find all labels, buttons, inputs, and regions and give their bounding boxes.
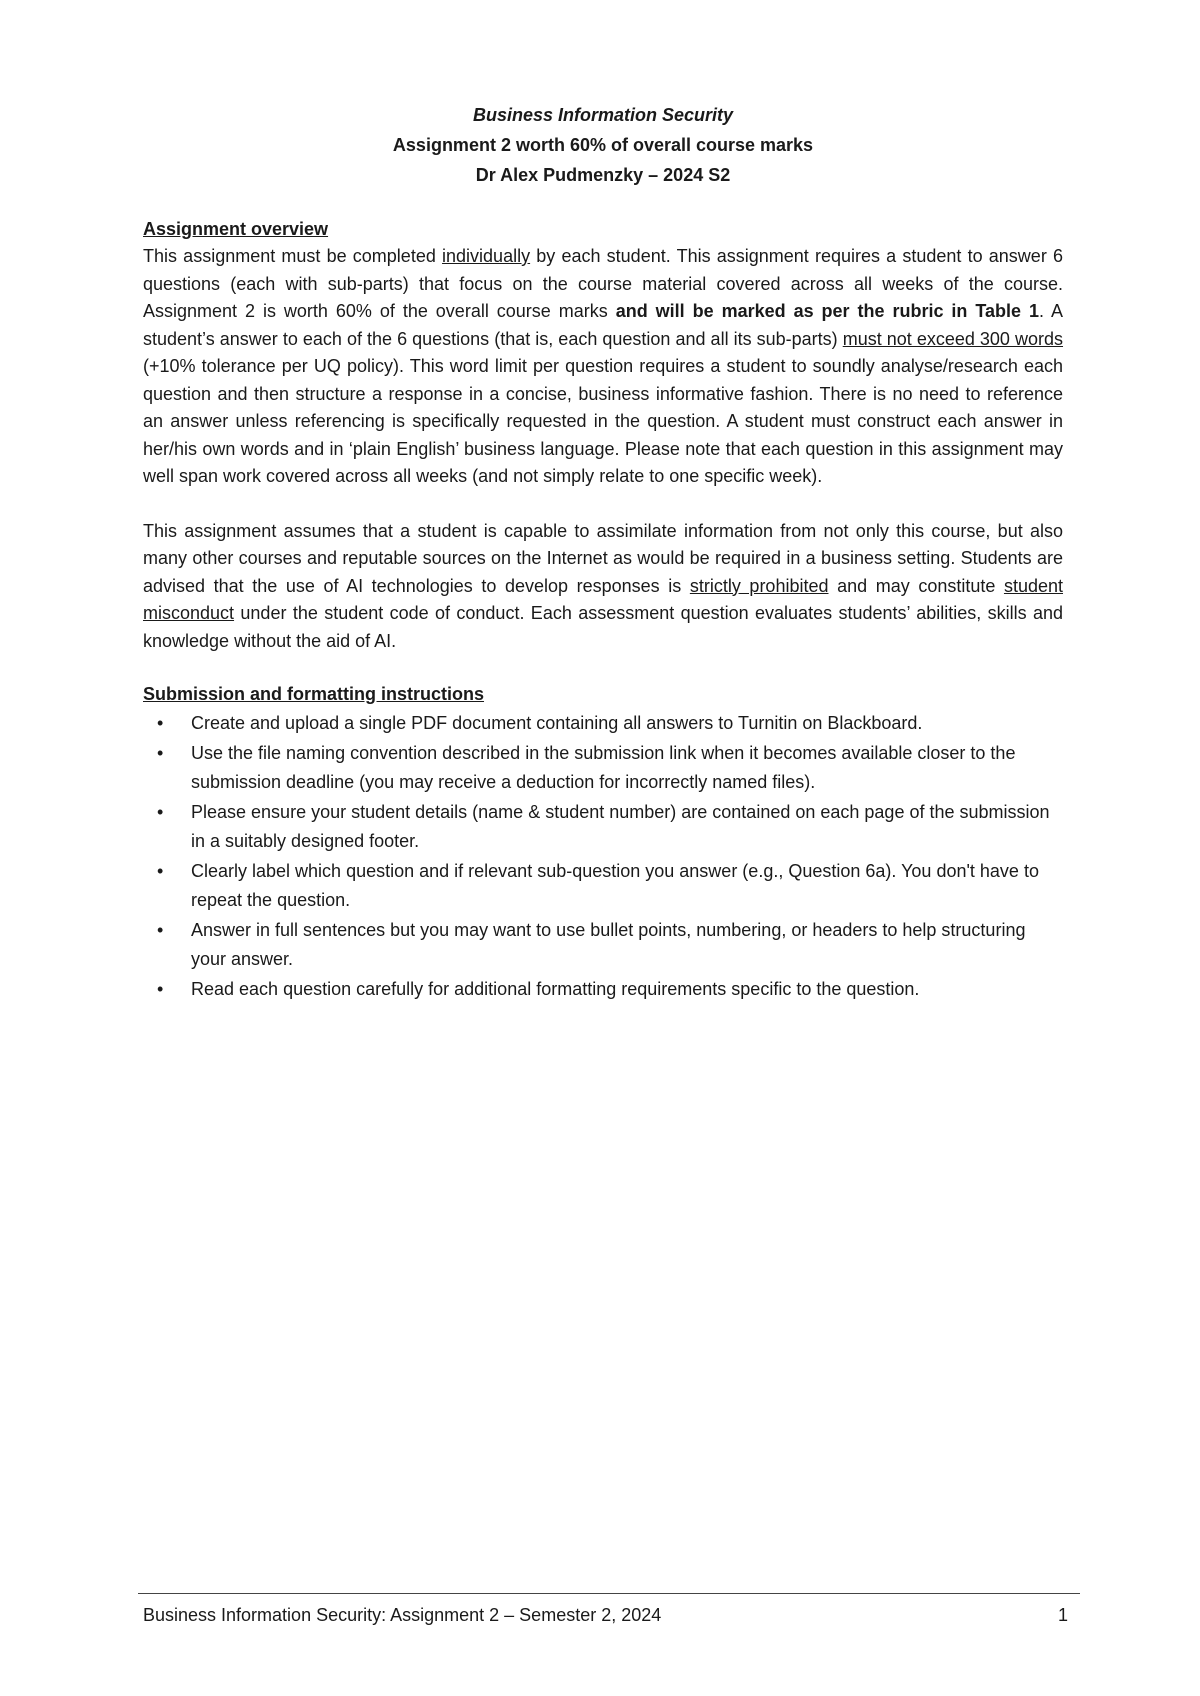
overview-p1-individually: individually: [442, 246, 531, 266]
overview-paragraph-2: [143, 518, 1063, 656]
submission-instructions-heading: Submission and formatting instructions: [143, 684, 485, 704]
list-item-text: Please ensure your student details (name & student number) are contained on each page of the submission in a suitably designed footer.: [191, 802, 1050, 851]
bullet-icon: •: [157, 861, 164, 881]
list-item-text: Clearly label which question and if relevant sub-question you answer (e.g., Question 6a). You don't have to repeat the question.: [191, 861, 1039, 910]
overview-p1-word-limit: must not exceed 300 words: [842, 328, 1064, 349]
bullet-icon: •: [157, 802, 164, 822]
assignment-overview-heading: Assignment overview: [143, 219, 329, 239]
list-item: [143, 739, 1063, 797]
footer-divider: [138, 1593, 1080, 1594]
overview-p1-text-a: This assignment must be completed: [143, 246, 443, 266]
page-number: 1: [1057, 1605, 1068, 1625]
overview-p2-text-b: and may constitute: [828, 575, 1004, 596]
bullet-icon: •: [157, 920, 164, 940]
bullet-icon: •: [157, 743, 164, 763]
list-item-text: Answer in full sentences but you may want to use bullet points, numbering, or headers to help structuring your answer.: [191, 920, 1026, 969]
course-title: Business Information Security: [472, 105, 734, 125]
overview-p1-text-d: (+10% tolerance per UQ policy). This word limit per question requires a student to soundly analyse/research each question and then structure a response in a concise, business informative fashion. There is no need to reference an answer unless referencing is specifically requested in the question. A student must construct each answer in her/his own words and in ‘plain English’ business language. Please note that each question in this assignment may well span work covered across all weeks (and not simply relate to one specific week).: [143, 356, 1063, 486]
list-item: [143, 975, 1063, 1004]
list-item: [143, 709, 1063, 738]
author-line: Dr Alex Pudmenzky – 2024 S2: [475, 165, 731, 185]
overview-p1-rubric-note: and will be marked as per the rubric in Table 1: [615, 301, 1040, 321]
overview-p2-text-a: This assignment assumes that a student is capable to assimilate information from not only this course, but also many other courses and reputable sources on the Internet as would be required in a business setting. Students are advised that the use of AI technologies to develop responses is: [143, 520, 1063, 596]
overview-p2-strictly-prohibited: strictly prohibited: [689, 575, 829, 596]
list-item-text: Create and upload a single PDF document containing all answers to Turnitin on Blackboard.: [191, 713, 923, 733]
list-item-text: Use the file naming convention described in the submission link when it becomes available closer to the submission deadline (you may receive a deduction for incorrectly named files).: [191, 743, 1016, 792]
list-item: [143, 857, 1063, 915]
list-item-text: Read each question carefully for additional formatting requirements specific to the question.: [191, 979, 920, 999]
document-page: [143, 100, 1063, 1004]
list-item: [143, 798, 1063, 856]
overview-paragraph-1: [143, 243, 1063, 491]
bullet-icon: •: [157, 979, 164, 999]
list-item: [143, 916, 1063, 974]
footer-title: Business Information Security: Assignment 2 – Semester 2, 2024: [143, 1605, 662, 1625]
bullet-icon: •: [157, 713, 164, 733]
assignment-weight-line: Assignment 2 worth 60% of overall course marks: [392, 135, 814, 155]
overview-p1-text-b: by each student. This assignment requires a student to answer 6 questions (each with sub-parts) that focus on the course material covered across all weeks of the course. Assignment 2 is worth 60% of the overall course marks: [143, 246, 1063, 321]
overview-p2-student-misconduct: student misconduct: [143, 575, 1063, 623]
overview-p1-text-c: . A student’s answer to each of the 6 questions (that is, each question and all its sub-parts): [143, 301, 1063, 349]
overview-p2-text-c: under the student code of conduct. Each assessment question evaluates students’ abilities, skills and knowledge without the aid of AI.: [143, 603, 1063, 651]
page-footer: [143, 1602, 1068, 1628]
submission-instructions-list: [143, 709, 1063, 1004]
document-header: [143, 100, 1063, 190]
